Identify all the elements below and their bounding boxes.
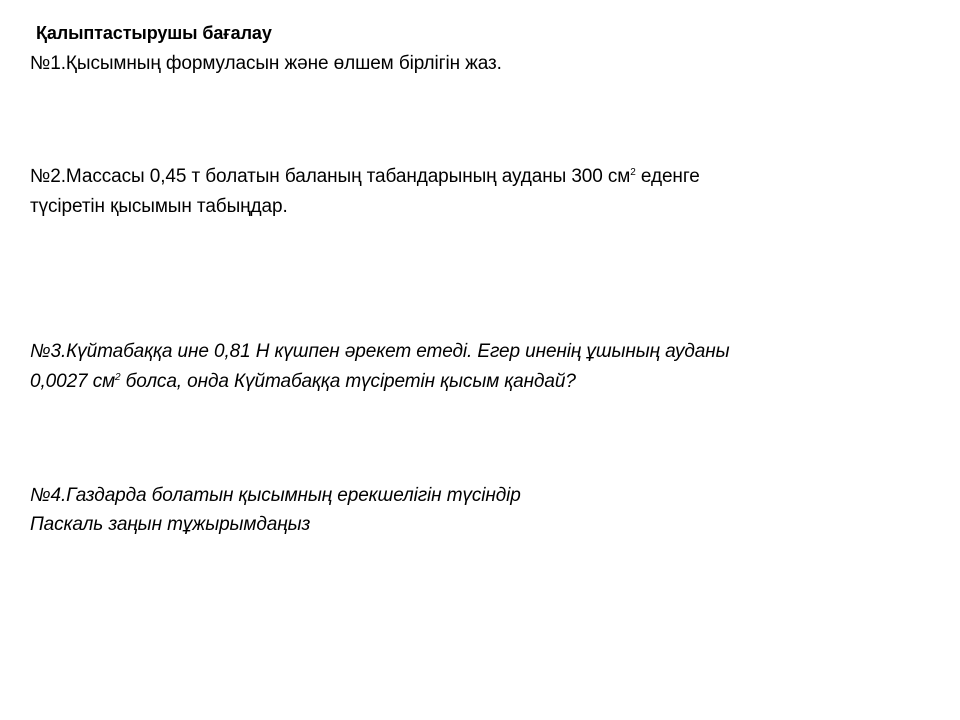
question-1: №1.Қысымның формуласын және өлшем бірлігін жаз. (30, 53, 502, 74)
question-4-line-1: №4.Газдарда болатын қысымның ерекшелігін түсіндір (30, 485, 521, 506)
question-2-text: №2.Массасы 0,45 т болатын баланың табандарының ауданы 300 см (30, 166, 631, 187)
question-3-line-2 (30, 370, 576, 394)
question-3-text: 0,0027 см (30, 371, 116, 392)
superscript-2: 2 (115, 372, 121, 383)
question-2-line-1 (30, 165, 700, 189)
question-3-text-end: болса, онда Күйтабаққа түсіретін қысым қандай? (120, 371, 576, 392)
question-4-line-2: Паскаль заңын тұжырымдаңыз (30, 514, 311, 535)
question-3-line-1: №3.Күйтабаққа ине 0,81 Н күшпен әрекет етеді. Егер иненің ұшының ауданы (30, 341, 730, 362)
question-2-text-end: еденге (635, 166, 700, 187)
superscript-2: 2 (630, 167, 636, 178)
question-2-line-2: түсіретін қысымын табыңдар. (30, 196, 288, 217)
slide-title: Қалыптастырушы бағалау (36, 23, 272, 43)
